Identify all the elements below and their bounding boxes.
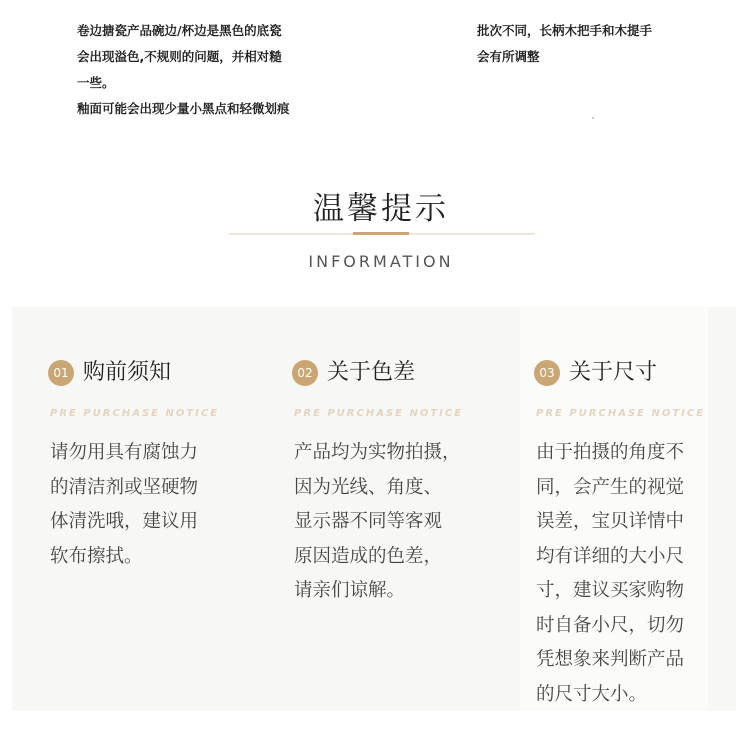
notice-column-purchase <box>48 307 248 711</box>
section-subtitle: INFORMATION <box>308 252 454 271</box>
body-line: 凭想象来判断产品 <box>536 649 685 670</box>
note-line: 一些。 <box>77 75 115 90</box>
body-line: 显示器不同等客观 <box>294 511 443 532</box>
top-left-notes <box>77 18 367 122</box>
column-body <box>294 436 466 609</box>
body-line: 由于拍摄的角度不 <box>536 442 685 463</box>
number-badge: 01 <box>48 360 74 386</box>
note-line: 批次不同，长柄木把手和木提手 <box>477 23 653 38</box>
column-eyebrow: PRE PURCHASE NOTICE <box>50 408 220 419</box>
body-line: 因为光线、角度、 <box>294 476 443 498</box>
number-badge: 02 <box>292 360 318 386</box>
body-line: 的清洁剂或坚硬物 <box>50 476 199 498</box>
notice-column-size <box>534 307 734 711</box>
column-eyebrow: PRE PURCHASE NOTICE <box>536 408 706 419</box>
section-title: 温馨提示 <box>313 191 449 227</box>
body-line: 的尺寸大小。 <box>536 683 648 705</box>
note-line: 釉面可能会出现少量小黑点和轻微划痕 <box>77 101 290 116</box>
body-line: 产品均为实物拍摄， <box>294 442 461 463</box>
body-line: 原因造成的色差， <box>294 545 443 567</box>
column-body <box>536 436 714 712</box>
body-line: 体清洗哦，建议用 <box>50 511 199 532</box>
note-line: 会出现溢色,不规则的问题，并相对糙 <box>77 49 282 64</box>
body-line: 均有详细的大小尺 <box>536 545 685 567</box>
body-line: 软布擦拭。 <box>50 545 143 567</box>
body-line: 寸，建议买家购物 <box>536 580 685 601</box>
body-line: 请勿用具有腐蚀力 <box>50 442 199 463</box>
body-line: 请亲们谅解。 <box>294 580 406 601</box>
title-divider-accent <box>353 232 409 235</box>
body-line: 误差，宝贝详情中 <box>536 511 685 532</box>
top-right-notes <box>477 18 707 70</box>
body-line: 同，会产生的视觉 <box>536 476 685 498</box>
column-title: 关于色差 <box>327 360 416 385</box>
column-eyebrow: PRE PURCHASE NOTICE <box>294 408 464 419</box>
column-title: 关于尺寸 <box>569 360 658 385</box>
notice-panel <box>12 307 736 711</box>
number-badge: 03 <box>534 360 560 386</box>
decorative-dot <box>592 117 594 119</box>
column-title: 购前须知 <box>83 360 172 385</box>
note-line: 会有所调整 <box>477 49 540 64</box>
body-line: 时自备小尺，切勿 <box>536 614 685 636</box>
notice-column-color <box>292 307 492 711</box>
column-body <box>50 436 228 574</box>
note-line: 卷边搪瓷产品碗边/杯边是黑色的底瓷 <box>77 23 282 38</box>
